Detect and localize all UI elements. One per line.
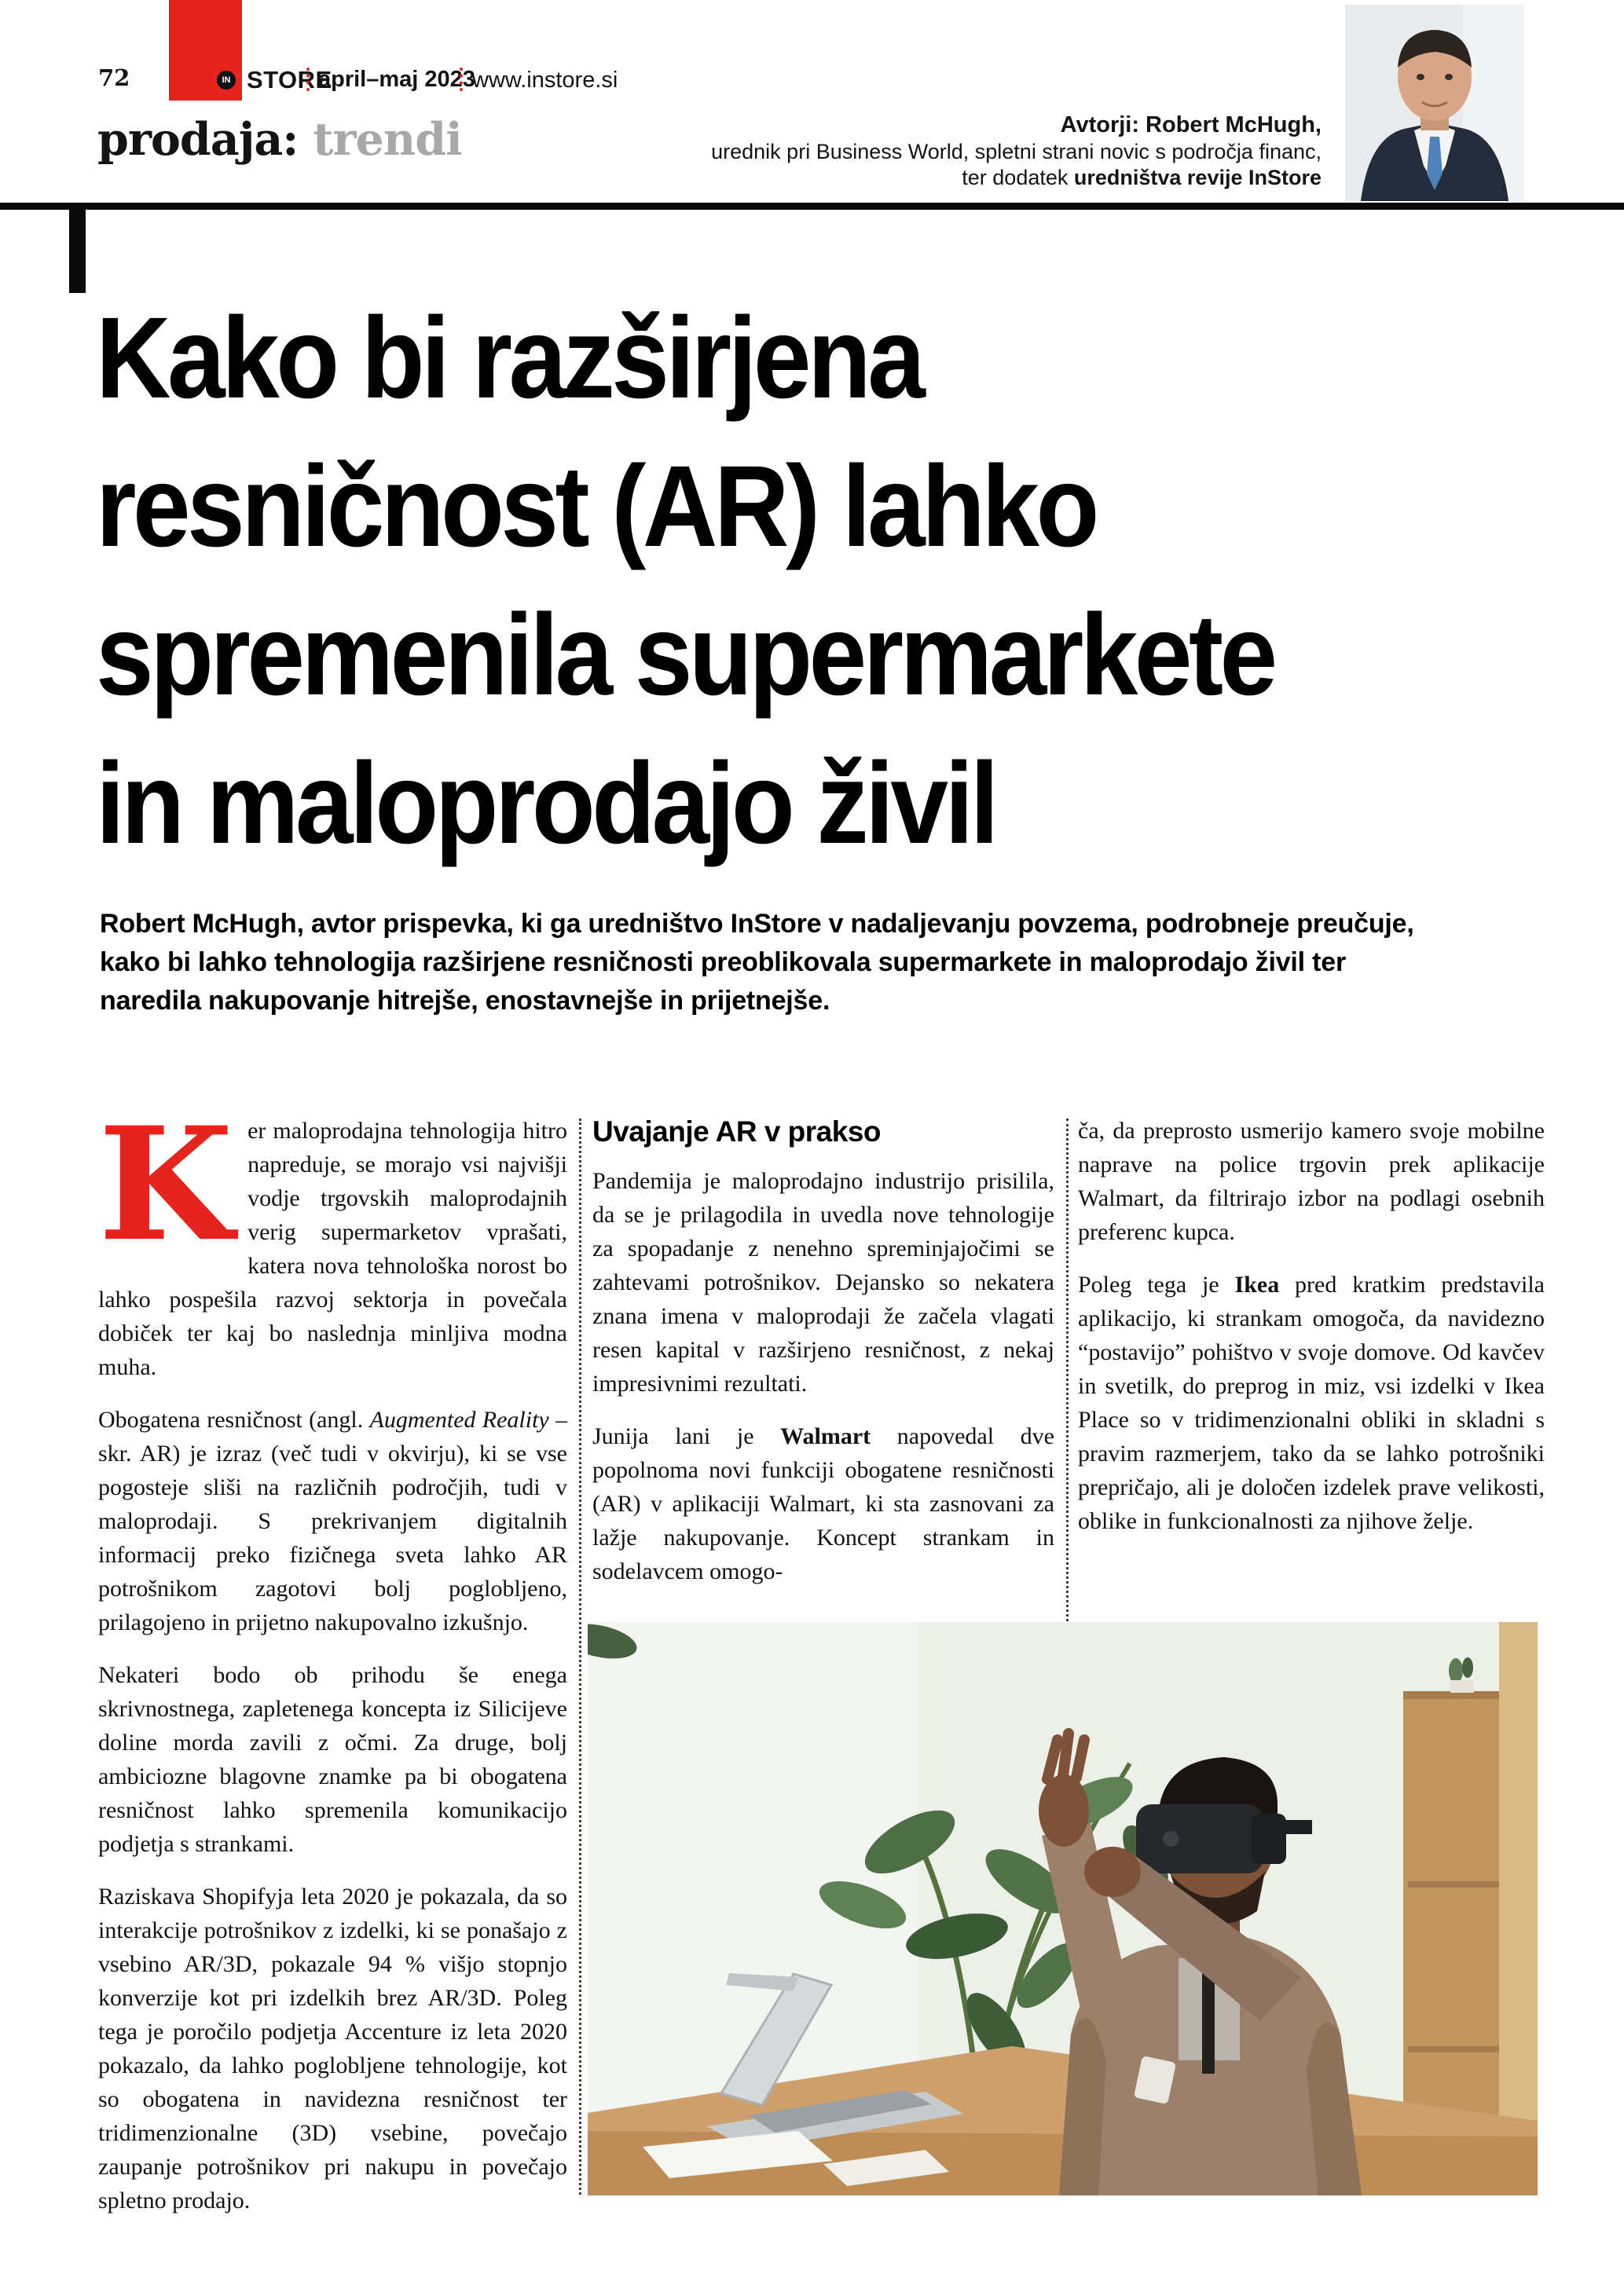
body-paragraph <box>98 1093 567 1384</box>
text-run: Walmart <box>780 1423 871 1449</box>
issue-date: april–maj 2023 <box>318 67 475 92</box>
text-run: pred kratkim predstavila aplikacijo, ki strankam omogoča, da navidezno “postavijo” pohištvo v svoje domove. Od kavčev in svetilk, do preprog in miz, vsi izdelki v Ikea Place so v tridimenzionalni obliki in skladni s pravim razmerjem, tako da se lahko potrošniki prepričajo, ali je določen izdelek prave velikosti, oblike in funkcionalnosti za njihove želje. <box>1078 1272 1545 1534</box>
column-subheading: Uvajanje AR v prakso <box>592 1115 882 1148</box>
author-portrait-illustration <box>1345 5 1524 201</box>
text-run: Poleg tega je <box>1078 1272 1235 1298</box>
column-dotted-separator <box>1066 1119 1069 1621</box>
text-run: Junija lani je <box>592 1423 781 1449</box>
body-column-3 <box>1078 1114 1545 1557</box>
section-title <box>97 113 462 166</box>
instore-logo-store-text: STORE <box>247 66 332 93</box>
vr-photo-illustration <box>588 1622 1538 2195</box>
header-dotted-separator <box>460 68 463 91</box>
author-role-line: urednik pri Business World, spletni strani novic s področja financ, <box>711 140 1322 163</box>
text-run: napovedal dve popolnoma novi funkciji obogatene resničnosti (AR) v aplikaciji Walmart, ki sta zasnovani za lažje nakupovanje. Koncept strankam in sodelavcem omogo- <box>592 1423 1054 1584</box>
article-photo <box>588 1622 1538 2195</box>
body-column-2 <box>592 1114 1054 1607</box>
text-run: Pandemija je maloprodajno industrijo prisilila, da se je prilagodila in uvedla nove tehnologije za spopadanje z nenehno spreminjajočimi se zahtevami potrošnikov. Dejansko so nekatera znana imena v maloprodaji že začela vlagati resen kapital v razširjeno resničnost, z nekaj impresivnimi rezultati. <box>592 1168 1054 1397</box>
text-run: Obogatena resničnost (angl. <box>98 1407 370 1433</box>
body-paragraph <box>98 1403 567 1639</box>
body-paragraph <box>98 1880 567 2217</box>
drop-cap: K <box>98 1093 234 1276</box>
author-credit-bold: uredništva revije InStore <box>1073 166 1322 189</box>
author-credit-line: ter dodatek uredništva revije InStore <box>962 166 1322 189</box>
website-link[interactable]: www.instore.si <box>472 68 618 93</box>
page-number: 72 <box>98 64 130 91</box>
section-title-primary: prodaja: <box>97 113 299 166</box>
header-rule <box>0 203 1624 210</box>
text-run: Ikea <box>1234 1272 1280 1298</box>
section-title-secondary: trendi <box>313 113 462 166</box>
body-column-1 <box>98 1093 568 2236</box>
body-paragraph <box>1078 1114 1545 1249</box>
body-paragraph <box>592 1419 1054 1588</box>
instore-logo-in-text: IN <box>222 75 231 85</box>
instore-logo-icon <box>217 71 236 90</box>
article-lead: Robert McHugh, avtor prispevka, ki ga uredništvo InStore v nadaljevanju povzema, podrobneje preučuje, kako bi lahko tehnologija razširjene resničnosti preoblikovala supermarkete in maloprodajo živil ter naredila nakupovanje hitrejše, enostavnejše in prijetnejše. <box>100 909 1414 1016</box>
text-run: er maloprodajna tehnologija hitro napreduje, se morajo vsi najvišji vodje trgovskih maloprodajnih verig supermarketov vprašati, katera nova tehnološka norost bo lahko pospešila razvoj sektorja in povečala dobiček ter kaj bo naslednja minljiva modna muha. <box>98 1118 567 1380</box>
header-dotted-separator <box>306 68 310 91</box>
text-run: Augmented Reality <box>369 1407 549 1433</box>
author-block <box>552 111 1322 191</box>
article-headline: Kako bi razširjena resničnost (AR) lahko spremenila supermarkete in maloprodajo živil <box>96 294 1274 868</box>
column-dotted-separator <box>579 1119 581 2195</box>
body-paragraph <box>1078 1268 1545 1538</box>
author-name-line: Avtorji: Robert McHugh, <box>1060 112 1322 137</box>
body-paragraph <box>592 1164 1054 1401</box>
headline-tick-mark <box>69 210 86 293</box>
body-paragraph <box>98 1658 567 1861</box>
author-photo <box>1345 5 1524 203</box>
text-run: – skr. AR) je izraz (več tudi v okvirju), ki se vse pogosteje sliši na različnih področjih, tudi v maloprodaji. S prekrivanjem digitalnih informacij preko fizičnega sveta lahko AR potrošnikom zagotovi bolj poglobljeno, prilagojeno in prijetno nakupovalno izkušnjo. <box>98 1407 568 1635</box>
text-run: Raziskava Shopifyja leta 2020 je pokazala, da so interakcije potrošnikov z izdelki, ki se ponašajo z vsebino AR/3D, pokazale 94 % višjo stopnjo konverzije kot pri izdelkih brez AR/3D. Poleg tega je poročilo podjetja Accenture iz leta 2020 pokazalo, da lahko poglobljene tehnologije, kot so obogatena in navidezna resničnost ter tridimenzionalne (3D) vsebine, povečajo zaupanje potrošnikov pri nakupu in povečajo spletno prodajo. <box>98 1884 567 2214</box>
text-run: ča, da preprosto usmerijo kamero svoje mobilne naprave na police trgovin prek aplikacije Walmart, da filtrirajo izbor na podlagi osebnih preferenc kupca. <box>1078 1118 1545 1245</box>
text-run: Nekateri bodo ob prihodu še enega skrivnostnega, zapletenega koncepta iz Silicijeve doline morda zavili z očmi. Za druge, bolj ambiciozne blagovne znamke pa bi obogatena resničnost lahko spremenila komunikacijo podjetja s strankami. <box>98 1662 567 1857</box>
